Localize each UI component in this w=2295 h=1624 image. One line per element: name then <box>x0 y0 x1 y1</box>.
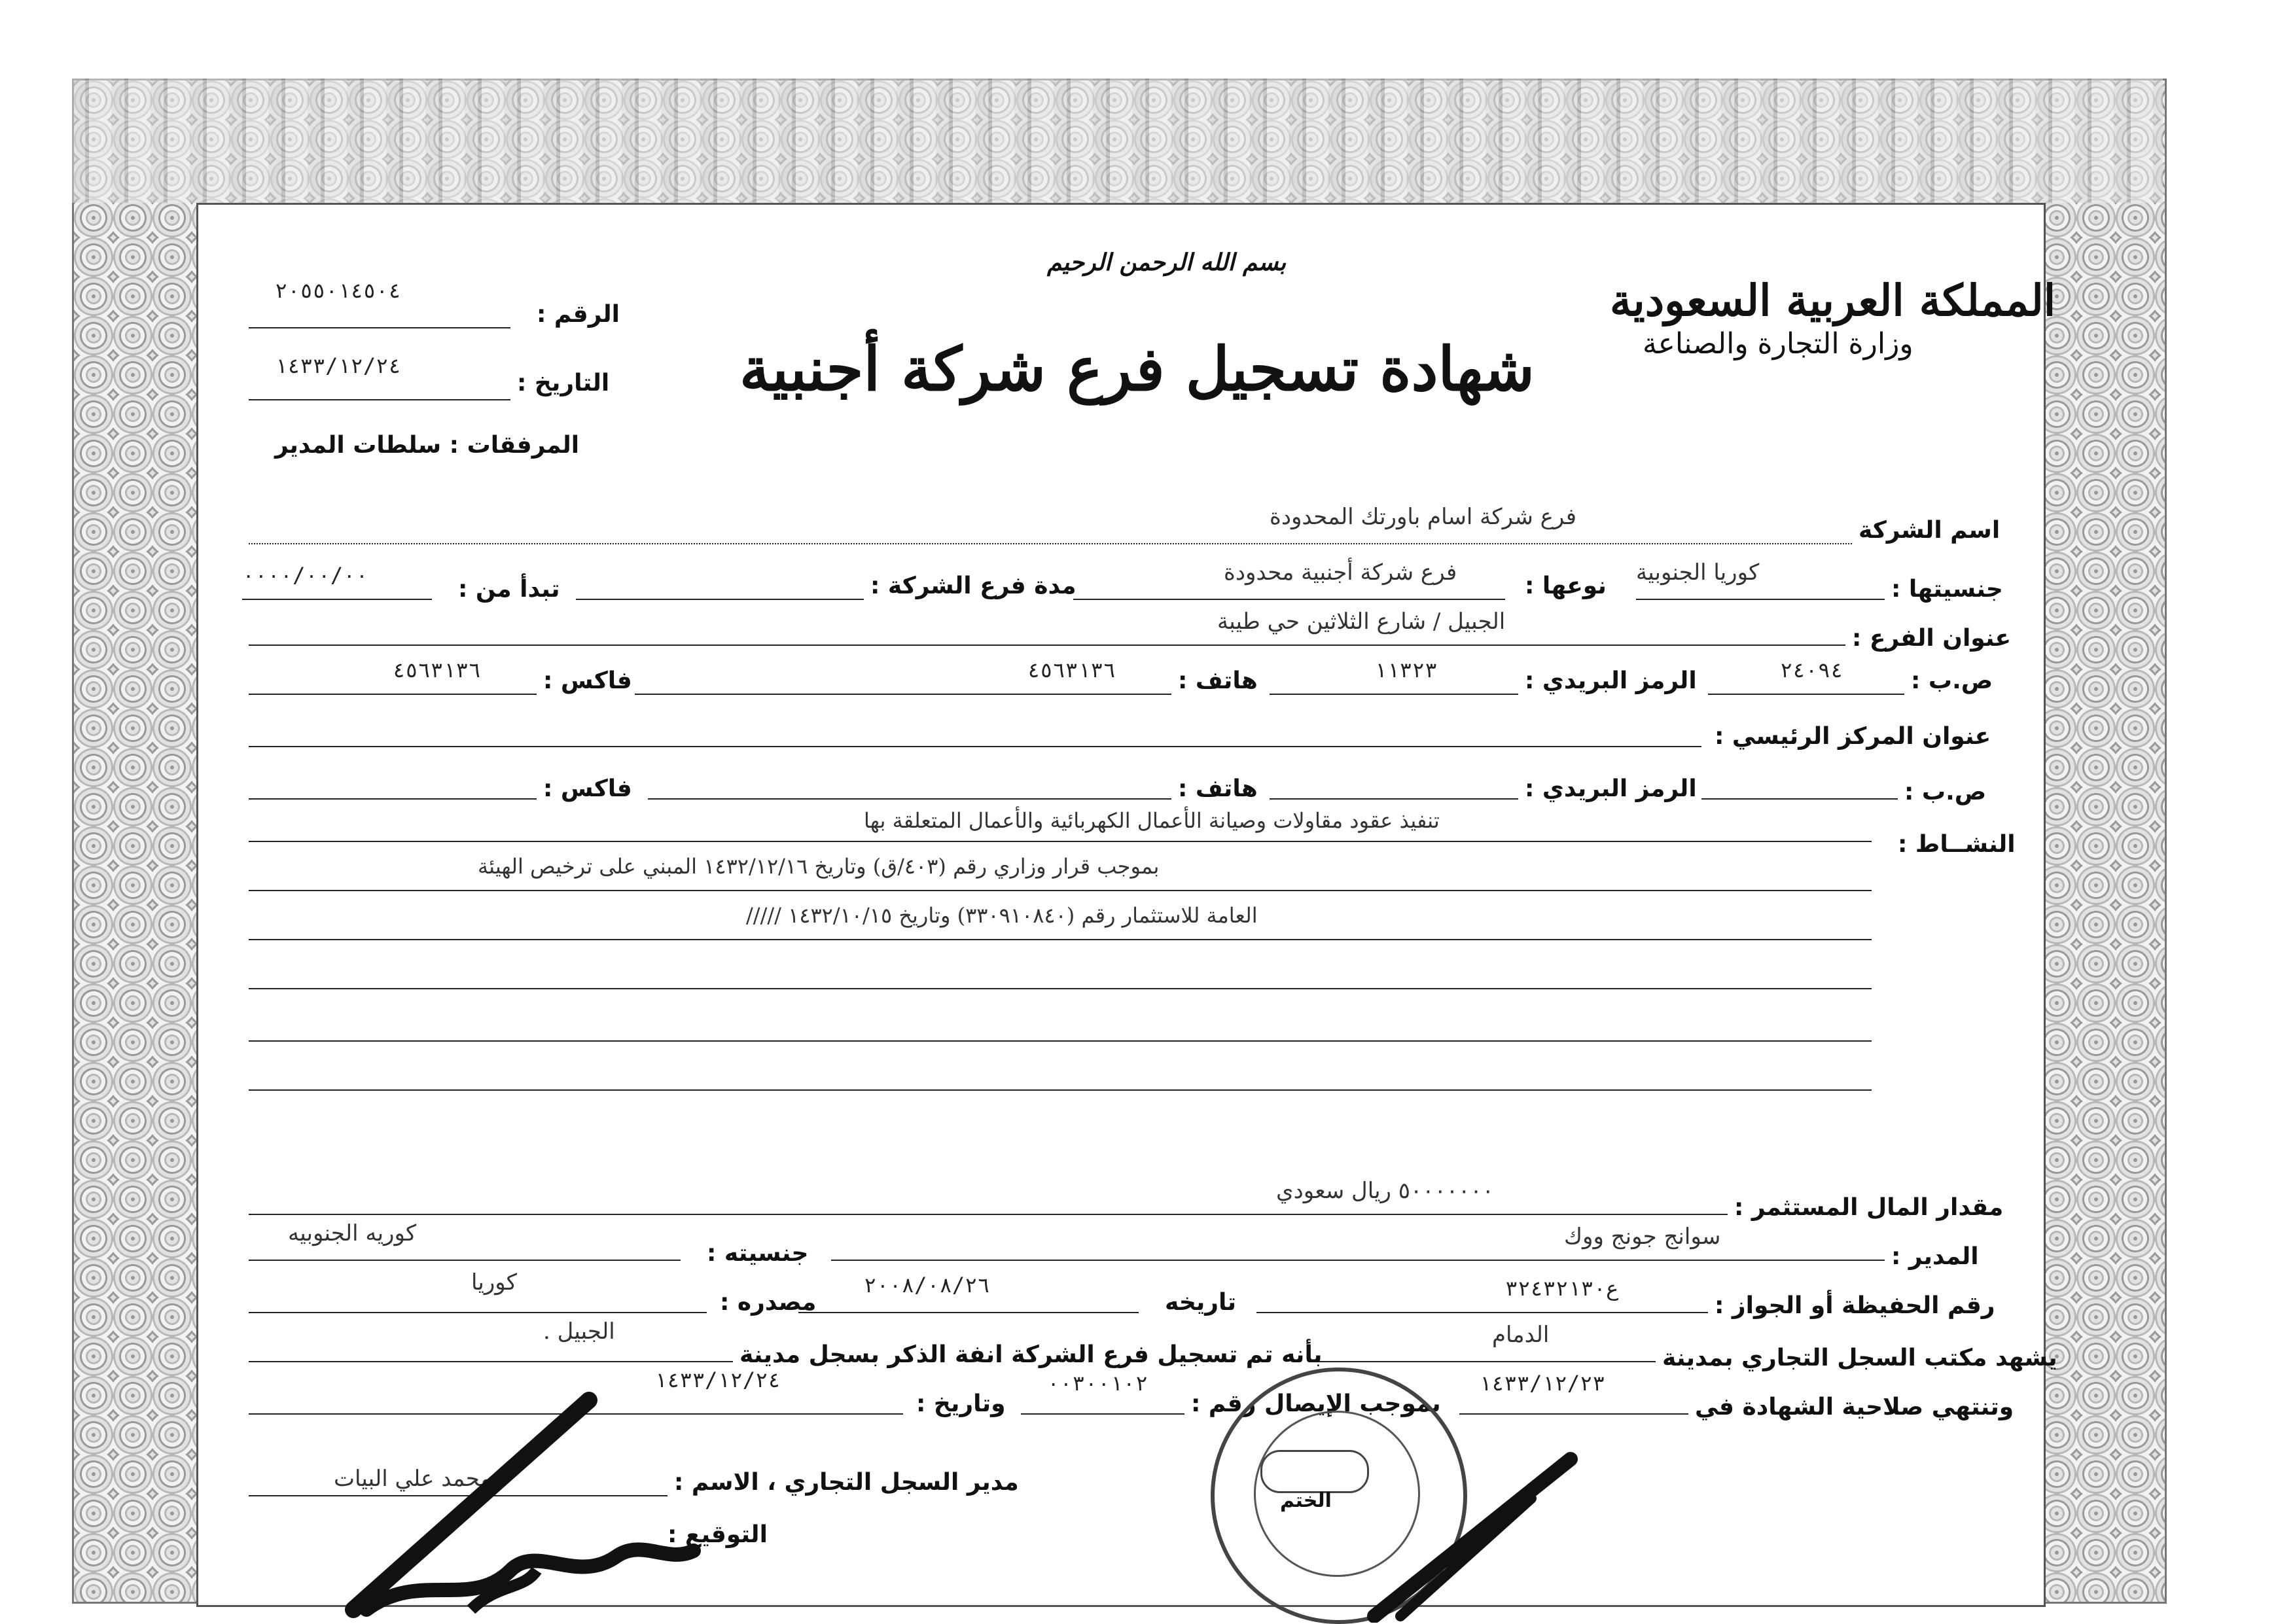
type-label: نوعها : <box>1525 573 1607 599</box>
kingdom-name: المملكة العربية السعودية <box>1610 275 2056 326</box>
hq-phone-label: هاتف : <box>1178 775 1258 802</box>
receipt-label: بموجب الإيصال رقم : <box>1191 1390 1441 1417</box>
manager-nationality-value: كوريه الجنوبيه <box>288 1220 417 1246</box>
hq-fax-label: فاكس : <box>543 775 632 802</box>
hq-address-label: عنوان المركز الرئيسي : <box>1715 723 1991 750</box>
issue-label: مصدره : <box>720 1289 817 1316</box>
activity-line-1: تنفيذ عقود مقاولات وصيانة الأعمال الكهربائية والأعمال المتعلقة بها <box>864 808 1440 833</box>
capital-label: مقدار المال المستثمر : <box>1734 1194 2004 1221</box>
stamp-oval <box>1260 1450 1369 1493</box>
passport-label: رقم الحفيظة أو الجواز : <box>1715 1292 1995 1319</box>
phone-label: هاتف : <box>1178 667 1258 694</box>
number-label: الرقم : <box>537 301 620 328</box>
registrar-signature <box>340 1374 707 1623</box>
postal-value: ١١٣٢٣ <box>1374 658 1438 682</box>
hq-pobox-label: ص.ب : <box>1904 779 1987 805</box>
date-value: ١٤٣٣/١٢/٢٤ <box>275 353 401 378</box>
address-value: الجبيل / شارع الثلاثين حي طيبة <box>1217 609 1506 635</box>
cert-line2-start: وتنتهي صلاحية الشهادة في <box>1695 1394 2014 1421</box>
address-label: عنوان الفرع : <box>1852 625 2012 652</box>
cert-date-label: وتاريخ : <box>916 1390 1006 1417</box>
date-label: التاريخ : <box>517 370 610 397</box>
phone-value: ٤٥٦٣١٣٦ <box>1027 658 1116 682</box>
cert-expiry-value: ١٤٣٣/١٢/٢٣ <box>1479 1371 1605 1396</box>
pobox-value: ٢٤٠٩٤ <box>1780 658 1843 682</box>
hq-postal-label: الرمز البريدي : <box>1525 775 1697 802</box>
cert-date-value: ١٤٣٣/١٢/٢٤ <box>654 1368 781 1392</box>
stamp-signature <box>1361 1439 1597 1623</box>
attachments-value: سلطات المدير <box>275 432 442 459</box>
starts-label: تبدأ من : <box>458 576 560 603</box>
nationality-value: كوريا الجنوبية <box>1636 559 1760 586</box>
fax-label: فاكس : <box>543 667 632 694</box>
cert-line1-mid: بأنه تم تسجيل فرع الشركة انفة الذكر بسجل مدينة <box>739 1341 1323 1368</box>
passport-date-label: تاريخه <box>1165 1289 1237 1316</box>
duration-label: مدة فرع الشركة : <box>870 573 1076 599</box>
cert-line1-city2: الجبيل . <box>543 1318 615 1345</box>
attachments-label: المرفقات : <box>449 432 580 459</box>
manager-value: سوانج جونج ووك <box>1564 1224 1721 1250</box>
nationality-label: جنسيتها : <box>1891 576 2003 603</box>
registrar-label: مدير السجل التجاري ، الاسم : <box>674 1469 1019 1496</box>
cert-line1-start: يشهد مكتب السجل التجاري بمدينة <box>1662 1345 2057 1371</box>
receipt-value: ٠٠٣٠٠١٠٢ <box>1047 1371 1148 1396</box>
starts-value: ٠٠٠٠/٠٠/٠٠ <box>242 563 368 588</box>
company-name-label: اسم الشركة <box>1859 517 2001 544</box>
issue-value: كوريا <box>471 1269 517 1296</box>
passport-date-value: ٢٠٠٨/٠٨/٢٦ <box>864 1273 990 1297</box>
pobox-label: ص.ب : <box>1911 667 1993 694</box>
manager-label: المدير : <box>1891 1243 1979 1270</box>
attachments-row <box>275 432 579 459</box>
certificate-title: شهادة تسجيل فرع شركة أجنبية <box>739 334 1535 404</box>
postal-label: الرمز البريدي : <box>1525 667 1697 694</box>
cert-line1-city: الدمام <box>1492 1322 1550 1348</box>
ministry-name: وزارة التجارة والصناعة <box>1643 327 1913 361</box>
capital-value: ٥٠٠٠٠٠٠٠ ريال سعودي <box>1276 1178 1494 1204</box>
registrar-name: محمد علي البيات <box>334 1466 492 1492</box>
signature-label: التوقيع : <box>667 1521 768 1548</box>
lace-decoration <box>72 79 2163 203</box>
manager-nationality-label: جنسيته : <box>707 1240 809 1267</box>
activity-label: النشــاط : <box>1898 831 2016 858</box>
activity-line-2: بموجب قرار وزاري رقم (٤٠٣/ق) وتاريخ ١٤٣٢/١٢/١٦ المبني على ترخيص الهيئة <box>478 854 1160 879</box>
passport-value: ع٣٢٤٣٢١٣٠ <box>1505 1276 1619 1301</box>
company-name-value: فرع شركة اسام باورتك المحدودة <box>1270 504 1576 530</box>
basmala: بسم الله الرحمن الرحيم <box>1047 249 1287 276</box>
fax-value: ٤٥٦٣١٣٦ <box>393 658 481 682</box>
stamp-text: الختم <box>1280 1489 1332 1512</box>
type-value: فرع شركة أجنبية محدودة <box>1224 559 1457 586</box>
activity-line-3: العامة للاستثمار رقم (٣٣٠٩١٠٨٤٠) وتاريخ ١٤٣٢/١٠/١٥ ///// <box>746 903 1258 928</box>
number-value: ٢٠٥٥٠١٤٥٠٤ <box>275 278 401 303</box>
